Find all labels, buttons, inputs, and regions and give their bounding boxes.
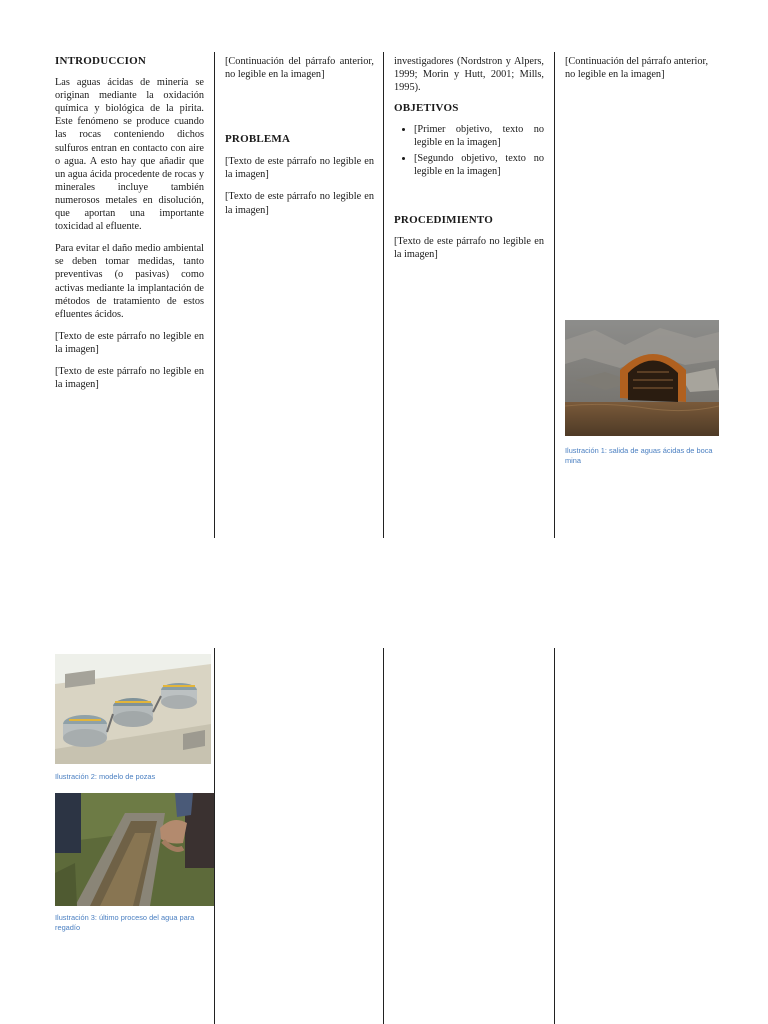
objectives-list [394,123,544,177]
figure-1-mine-outlet-photo [565,320,719,436]
objective-item: • [Segundo objetivo, texto no legible en la imagen] [414,152,544,178]
introduccion-heading: INTRODUCCION [55,55,147,67]
column-divider-3 [554,52,555,538]
column-introduccion [55,55,204,400]
col4-continuation: [Continuación del párrafo anterior, no legible en la imagen] [565,56,709,81]
column-problema [225,55,374,226]
column-divider-2 [383,52,384,538]
column-4-continuation [565,55,717,90]
column-divider-4 [214,648,215,1024]
figure-3-irrigation-channel-photo [55,793,214,906]
column-divider-5 [383,648,384,1024]
pools-model-illustration [55,654,211,764]
irrigation-channel-illustration [55,793,214,906]
intro-paragraph-1: Las aguas ácidas de minería se originan mediante la oxidación química y biológica de la pirita. Este fenómeno se produce cuando las rocas conteniendo dichos sulfuros entran en contacto con aire o agua. A esto hay que añadir que un agua ácida procedente de rocas y minerales incluye también numerosos metales en disolución, que aportan una importante toxicidad al efluente. [55,77,204,233]
intro-paragraph-2: Para evitar el daño medio ambiental se deben tomar medidas, tanto preventivas (o pasivas) como activas mediante la implantación de métodos de tratamiento de estos efluentes ácidos. [55,243,204,320]
intro-paragraph-3: [Texto de este párrafo no legible en la imagen] [55,330,204,355]
figure-2-caption: Ilustración 2: modelo de pozas [55,772,156,781]
problema-paragraph-2: [Texto de este párrafo no legible en la imagen] [225,191,374,216]
figure-2-pools-model-image [55,654,211,764]
mine-outlet-illustration [565,320,719,436]
objetivos-heading: OBJETIVOS [394,102,459,115]
column-divider-6 [554,648,555,1024]
col3-continuation: investigadores (Nordstron y Alpers, 1999; Morin y Hutt, 2001; Mills, 1995). [394,56,544,94]
column-objetivos-procedimiento [394,55,544,270]
objective-item: • [Primer objetivo, texto no legible en la imagen] [414,123,544,149]
col2-continuation: [Continuación del párrafo anterior, no legible en la imagen] [225,56,374,81]
problema-heading: PROBLEMA [225,133,291,146]
column-divider-1 [214,52,215,538]
figure-3-caption: Ilustración 3: último proceso del agua para regadío [55,913,195,932]
figure-1-caption: Ilustración 1: salida de aguas ácidas de boca mina [565,446,713,465]
intro-paragraph-4: [Texto de este párrafo no legible en la imagen] [55,365,204,391]
procedimiento-paragraph: [Texto de este párrafo no legible en la imagen] [394,235,544,260]
problema-paragraph-1: [Texto de este párrafo no legible en la imagen] [225,156,374,181]
procedimiento-heading: PROCEDIMIENTO [394,213,493,226]
